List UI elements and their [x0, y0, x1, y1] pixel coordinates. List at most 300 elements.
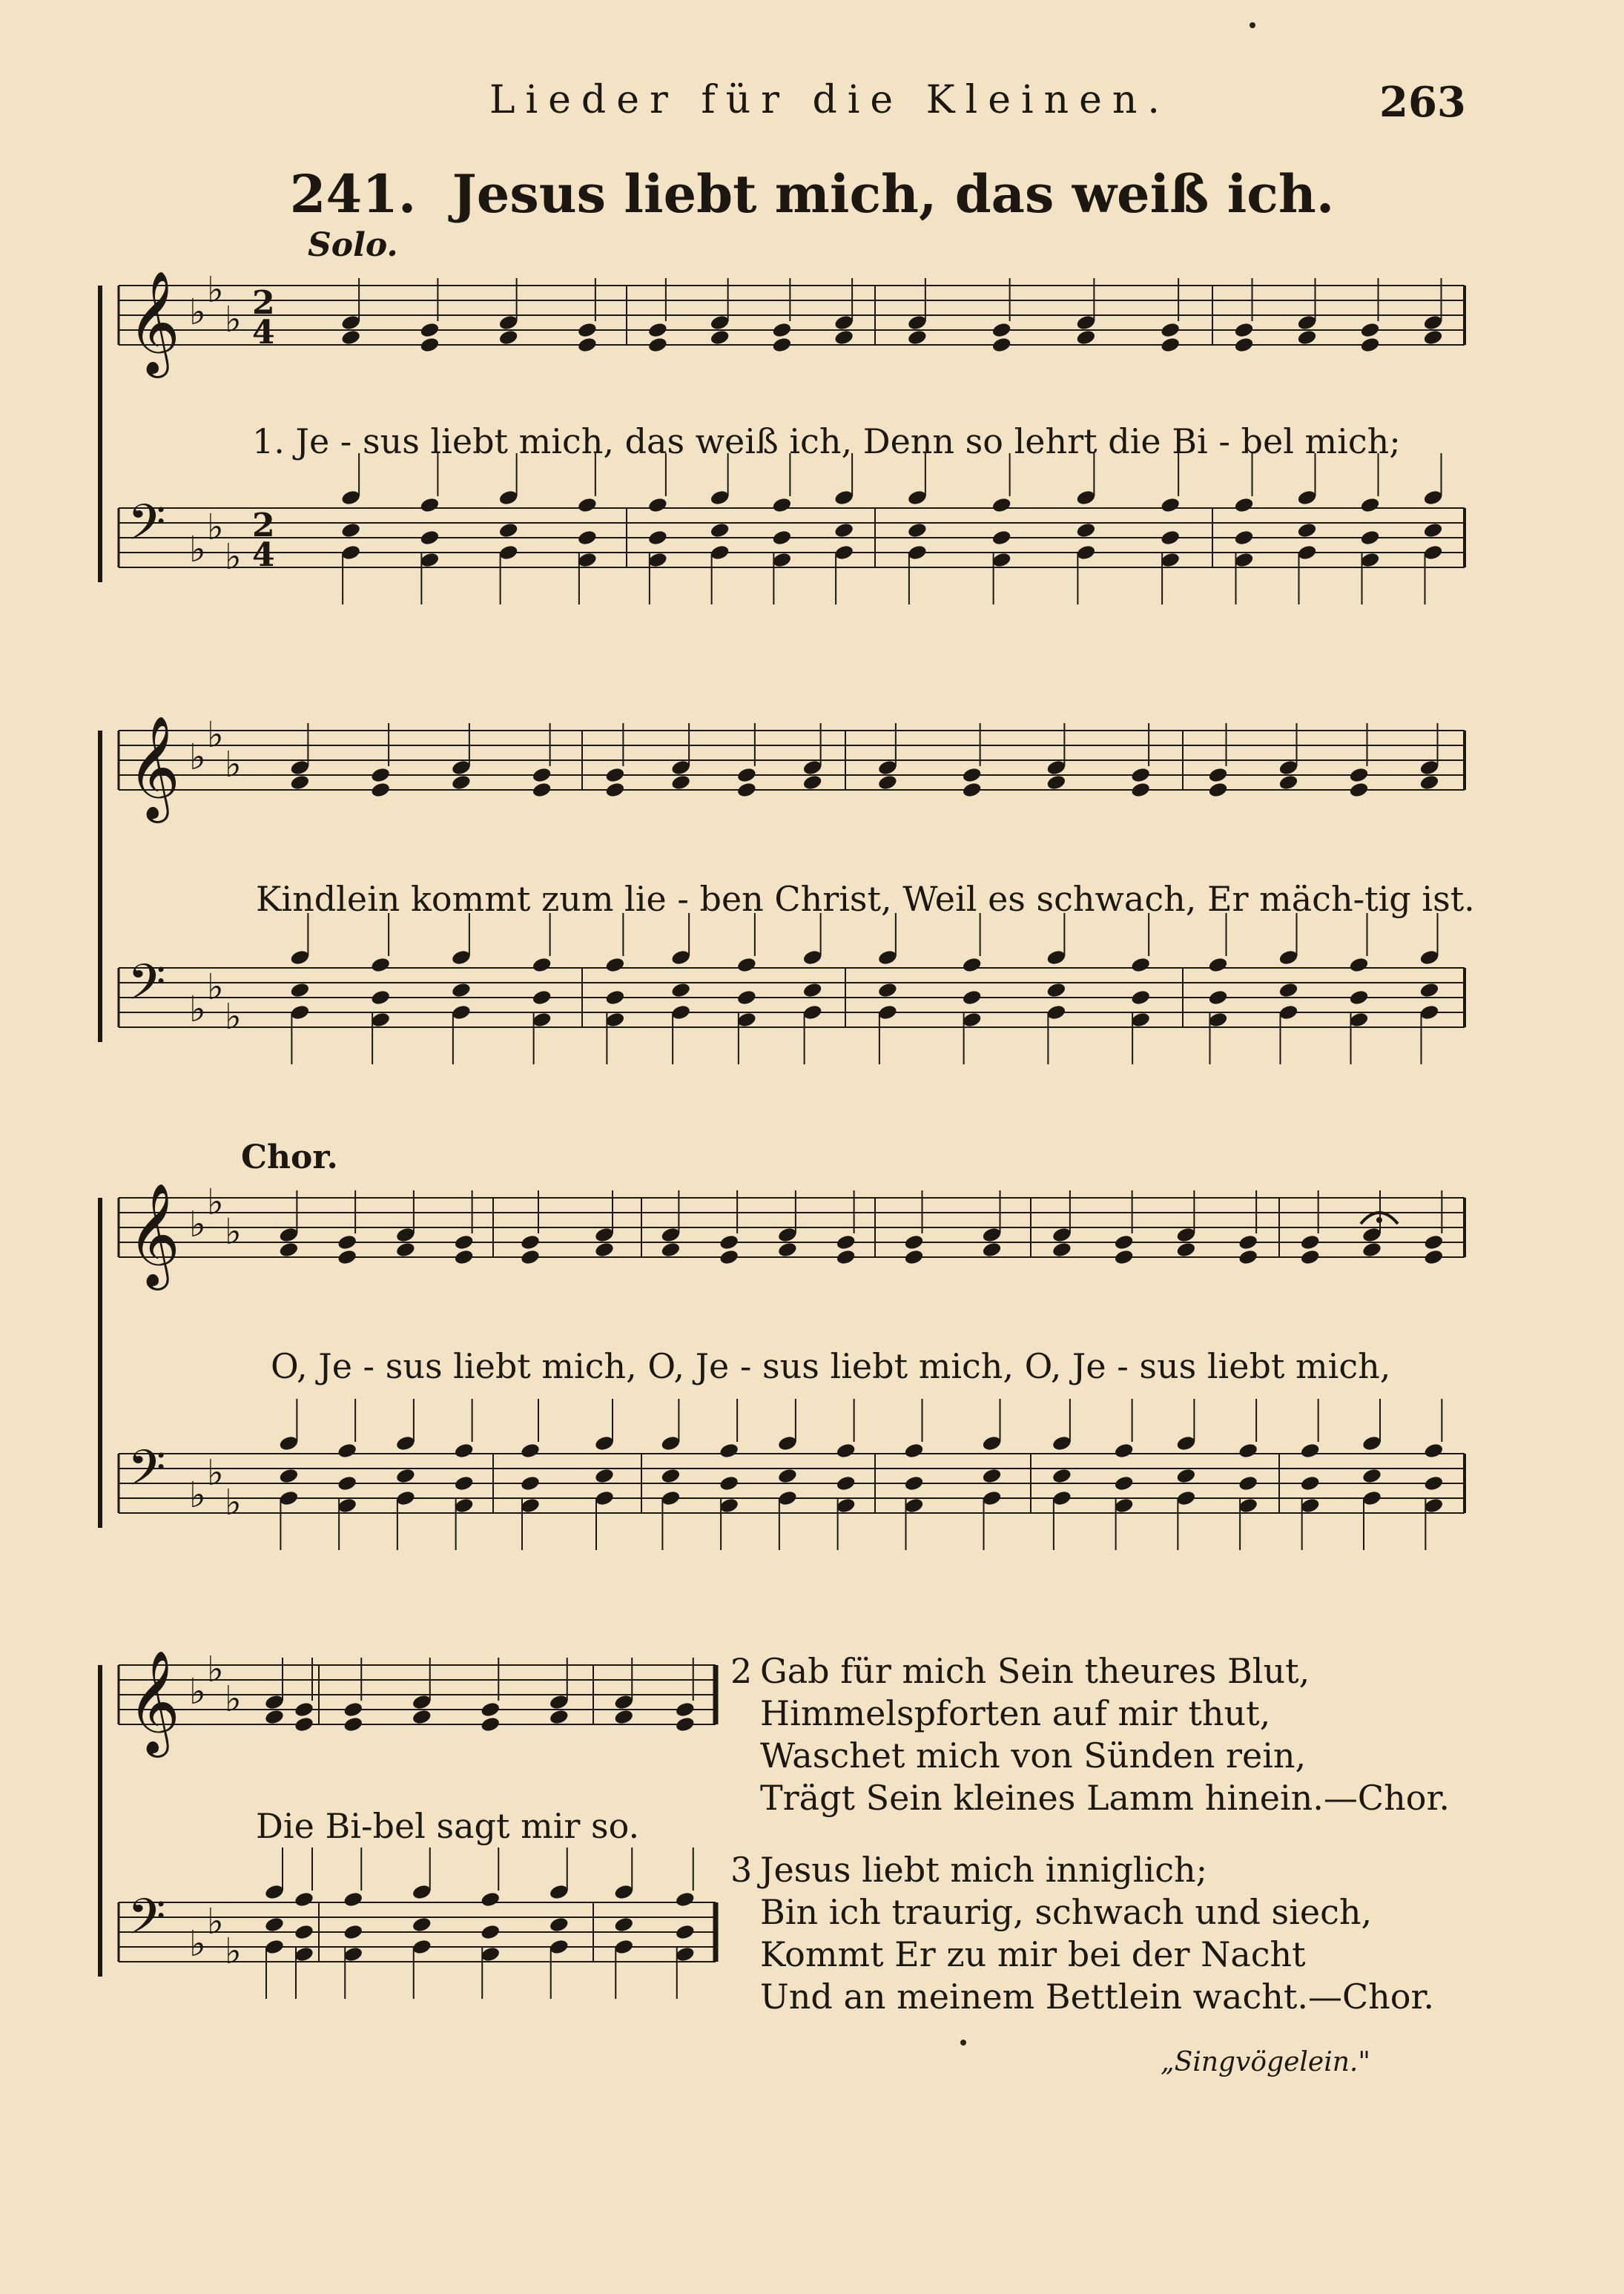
notehead [834, 314, 854, 331]
notehead [670, 774, 691, 791]
notehead [1114, 1248, 1135, 1265]
notehead [1361, 1467, 1382, 1484]
notehead [907, 329, 928, 346]
notehead [454, 1474, 475, 1492]
notehead [549, 1916, 570, 1933]
flat-icon: ♭ [189, 736, 206, 778]
bass-clef-icon: 𝄢 [128, 1888, 166, 1957]
notehead [549, 1693, 570, 1710]
notehead [660, 1489, 681, 1506]
flat-icon: ♭ [225, 1211, 242, 1253]
flat-icon: ♭ [225, 1931, 242, 1972]
notehead [834, 489, 854, 506]
time-signature-bottom: 4 [252, 314, 275, 352]
notehead [395, 1467, 416, 1484]
notehead [1207, 781, 1228, 798]
notehead [962, 766, 983, 783]
notehead [771, 336, 792, 353]
notehead [343, 1945, 363, 1962]
flat-icon: ♭ [189, 291, 206, 333]
notehead [1052, 1434, 1072, 1451]
notehead [771, 551, 792, 568]
verse-2 [730, 1650, 1450, 1819]
notehead [419, 321, 440, 338]
notehead [647, 551, 668, 568]
notehead [1359, 551, 1380, 568]
notehead [736, 781, 757, 798]
notehead [613, 1708, 634, 1725]
notehead [675, 1891, 696, 1908]
notehead [613, 1938, 634, 1955]
flat-icon: ♭ [189, 989, 206, 1030]
notehead [289, 1003, 310, 1021]
notehead [991, 321, 1012, 338]
notehead [294, 1945, 314, 1962]
notehead [1422, 544, 1443, 561]
notehead [1419, 1003, 1439, 1021]
notehead [520, 1497, 541, 1514]
notehead [647, 496, 668, 513]
notehead [340, 489, 361, 506]
notehead [1160, 336, 1181, 353]
notehead [1361, 1241, 1382, 1258]
notehead [1419, 759, 1439, 776]
notehead [594, 1489, 615, 1506]
notehead [1160, 321, 1181, 338]
notehead [903, 1248, 924, 1265]
notehead [670, 949, 691, 966]
notehead [532, 1011, 552, 1028]
notehead [1348, 781, 1369, 798]
notehead [1175, 1226, 1196, 1243]
notehead [710, 544, 730, 561]
flat-icon: ♭ [225, 744, 242, 785]
notehead [1130, 989, 1151, 1006]
notehead [451, 981, 472, 998]
notehead [1361, 1226, 1382, 1243]
flat-icon: ♭ [207, 1181, 224, 1223]
notehead [604, 781, 625, 798]
notehead [604, 1011, 625, 1028]
notehead [1233, 336, 1254, 353]
notehead [771, 496, 792, 513]
notehead [1278, 774, 1298, 791]
notehead [1175, 1434, 1196, 1451]
notehead [736, 989, 757, 1006]
notehead [1075, 544, 1096, 561]
notehead [498, 314, 519, 331]
notehead [1300, 1474, 1321, 1492]
notehead [991, 336, 1012, 353]
flat-icon: ♭ [207, 966, 224, 1008]
notehead [577, 496, 598, 513]
notehead [1175, 1467, 1196, 1484]
flat-icon: ♭ [189, 529, 206, 570]
time-signature-top: 2 [252, 507, 275, 544]
notehead [877, 1003, 898, 1021]
notehead [549, 1938, 570, 1955]
notehead [777, 1434, 798, 1451]
notehead [1423, 1233, 1444, 1250]
verse-line: Kommt Er zu mir bei der Nacht [760, 1934, 1306, 1974]
notehead [520, 1248, 541, 1265]
notehead [1423, 1248, 1444, 1265]
notehead [903, 1233, 924, 1250]
notehead [294, 1715, 314, 1733]
notehead [343, 1715, 363, 1733]
notehead [264, 1708, 285, 1725]
notehead [520, 1233, 541, 1250]
notehead [549, 1708, 570, 1725]
notehead [1296, 314, 1317, 331]
bass-clef-icon: 𝄢 [128, 954, 166, 1023]
notehead [710, 489, 730, 506]
notehead [577, 321, 598, 338]
notehead [1207, 956, 1228, 973]
notehead [1175, 1489, 1196, 1506]
notehead [991, 496, 1012, 513]
notehead [337, 1233, 357, 1250]
notehead [604, 956, 625, 973]
notehead [1233, 551, 1254, 568]
notehead [1130, 781, 1151, 798]
notehead [777, 1489, 798, 1506]
notehead [1359, 336, 1380, 353]
notehead [337, 1474, 357, 1492]
notehead [1075, 314, 1096, 331]
notehead [670, 759, 691, 776]
notehead [577, 529, 598, 546]
notehead [532, 989, 552, 1006]
notehead [604, 766, 625, 783]
notehead [1278, 981, 1298, 998]
notehead [1238, 1248, 1258, 1265]
notehead [1046, 774, 1066, 791]
notehead [289, 774, 310, 791]
notehead [419, 336, 440, 353]
lyric-system-4: Die Bi-bel sagt mir so. [256, 1806, 640, 1846]
notehead [343, 1701, 363, 1718]
notehead [1052, 1467, 1072, 1484]
notehead [1422, 329, 1443, 346]
notehead [419, 529, 440, 546]
notehead [594, 1434, 615, 1451]
notehead [675, 1923, 696, 1940]
notehead [1419, 981, 1439, 998]
notehead [1359, 529, 1380, 546]
notehead [981, 1467, 1002, 1484]
notehead [419, 496, 440, 513]
notehead [1114, 1233, 1135, 1250]
notehead [1207, 989, 1228, 1006]
notehead [340, 329, 361, 346]
verse-line: Jesus liebt mich inniglich; [760, 1850, 1208, 1890]
notehead [877, 981, 898, 998]
notehead [1238, 1497, 1258, 1514]
notehead [1238, 1442, 1258, 1459]
notehead [1046, 949, 1066, 966]
notehead [412, 1693, 432, 1710]
notehead [1052, 1241, 1072, 1258]
notehead [670, 1003, 691, 1021]
fermata-dot [1376, 1217, 1382, 1223]
flat-icon: ♭ [189, 1923, 206, 1965]
notehead [289, 949, 310, 966]
notehead [647, 529, 668, 546]
notehead [412, 1883, 432, 1900]
notehead [660, 1241, 681, 1258]
notehead [1160, 496, 1181, 513]
notehead [1238, 1233, 1258, 1250]
notehead [1422, 489, 1443, 506]
notehead [594, 1467, 615, 1484]
notehead [675, 1945, 696, 1962]
notehead [454, 1497, 475, 1514]
flat-icon: ♭ [225, 536, 242, 578]
page-number: 263 [1379, 78, 1466, 127]
notehead [1361, 1434, 1382, 1451]
flat-icon: ♭ [189, 1204, 206, 1245]
notehead [498, 489, 519, 506]
verse-3 [730, 1849, 1450, 2018]
notehead [395, 1226, 416, 1243]
notehead [1361, 1489, 1382, 1506]
treble-clef-icon: 𝄞 [128, 1183, 180, 1286]
notehead [1422, 521, 1443, 538]
bass-clef-icon: 𝄢 [128, 494, 166, 563]
notehead [660, 1467, 681, 1484]
notehead [337, 1497, 357, 1514]
notehead [1300, 1233, 1321, 1250]
notehead [480, 1923, 501, 1940]
print-speck [960, 2040, 966, 2046]
notehead [719, 1497, 739, 1514]
flat-icon: ♭ [207, 1452, 224, 1494]
notehead [1233, 496, 1254, 513]
notehead [903, 1474, 924, 1492]
notehead [613, 1693, 634, 1710]
notehead [1278, 1003, 1298, 1021]
notehead [1296, 521, 1317, 538]
flat-icon: ♭ [225, 996, 242, 1038]
notehead [1296, 544, 1317, 561]
notehead [991, 529, 1012, 546]
notehead [480, 1945, 501, 1962]
notehead [903, 1497, 924, 1514]
notehead [670, 981, 691, 998]
notehead [962, 1011, 983, 1028]
notehead [549, 1883, 570, 1900]
notehead [771, 321, 792, 338]
notehead [370, 956, 391, 973]
notehead [1419, 774, 1439, 791]
notehead [498, 521, 519, 538]
notehead [802, 981, 823, 998]
notehead [278, 1226, 299, 1243]
notehead [836, 1474, 856, 1492]
notehead [834, 521, 854, 538]
flat-icon: ♭ [225, 1482, 242, 1523]
notehead [660, 1434, 681, 1451]
song-number: 241. [289, 163, 417, 225]
notehead [647, 321, 668, 338]
source-attribution: „Singvögelein." [1161, 2047, 1370, 2077]
notehead [1130, 766, 1151, 783]
notehead [337, 1442, 357, 1459]
notehead [710, 521, 730, 538]
flat-icon: ♭ [207, 714, 224, 756]
notehead [1207, 1011, 1228, 1028]
notehead [1207, 766, 1228, 783]
notehead [981, 1226, 1002, 1243]
notehead [981, 1241, 1002, 1258]
treble-clef-icon: 𝄞 [128, 716, 180, 819]
notehead [1422, 314, 1443, 331]
flat-icon: ♭ [225, 299, 242, 340]
notehead [264, 1916, 285, 1933]
notehead [647, 336, 668, 353]
notehead [802, 949, 823, 966]
notehead [1348, 1011, 1369, 1028]
notehead [1423, 1442, 1444, 1459]
notehead [451, 774, 472, 791]
notehead [419, 551, 440, 568]
notehead [370, 766, 391, 783]
notehead [343, 1891, 363, 1908]
notehead [802, 774, 823, 791]
verse-number: 3 [730, 1850, 753, 1890]
notehead [736, 766, 757, 783]
notehead [1175, 1241, 1196, 1258]
additional-verses [730, 1650, 1450, 2048]
notehead [294, 1923, 314, 1940]
notehead [710, 329, 730, 346]
notehead [777, 1226, 798, 1243]
notehead [412, 1916, 432, 1933]
notehead [834, 544, 854, 561]
notehead [660, 1226, 681, 1243]
notehead [1278, 949, 1298, 966]
verse-line: Himmelspforten auf mir thut, [760, 1693, 1271, 1733]
notehead [1233, 321, 1254, 338]
notehead [877, 774, 898, 791]
notehead [719, 1442, 739, 1459]
notehead [771, 529, 792, 546]
notehead [1423, 1497, 1444, 1514]
lyric-system-1: 1. Je - sus liebt mich, das weiß ich, Denn so lehrt die Bi - bel mich; [252, 421, 1401, 461]
notehead [1160, 551, 1181, 568]
chor-label: Chor. [241, 1138, 338, 1176]
flat-icon: ♭ [207, 1649, 224, 1690]
notehead [1359, 321, 1380, 338]
notehead [498, 544, 519, 561]
notehead [777, 1467, 798, 1484]
notehead [981, 1434, 1002, 1451]
bass-clef-icon: 𝄢 [128, 1440, 166, 1509]
notehead [604, 989, 625, 1006]
notehead [675, 1715, 696, 1733]
notehead [370, 989, 391, 1006]
notehead [1130, 956, 1151, 973]
notehead [1233, 529, 1254, 546]
notehead [1114, 1474, 1135, 1492]
flat-icon: ♭ [189, 1671, 206, 1713]
running-title: Lieder für die Kleinen. [489, 78, 1170, 122]
notehead [454, 1442, 475, 1459]
notehead [454, 1248, 475, 1265]
lyric-system-3: O, Je - sus liebt mich, O, Je - sus liebt mich, O, Je - sus liebt mich, [271, 1346, 1391, 1386]
notehead [337, 1248, 357, 1265]
notehead [264, 1693, 285, 1710]
flat-icon: ♭ [207, 1901, 224, 1942]
notehead [480, 1891, 501, 1908]
notehead [480, 1715, 501, 1733]
notehead [343, 1923, 363, 1940]
solo-label: Solo. [308, 226, 398, 264]
notehead [1359, 496, 1380, 513]
notehead [962, 781, 983, 798]
notehead [877, 759, 898, 776]
notehead [1046, 759, 1066, 776]
time-signature-top: 2 [252, 284, 275, 322]
song-title: Jesus liebt mich, das weiß ich. [452, 163, 1335, 225]
notehead [1160, 529, 1181, 546]
notehead [340, 314, 361, 331]
notehead [1075, 521, 1096, 538]
notehead [710, 314, 730, 331]
notehead [1296, 489, 1317, 506]
notehead [498, 329, 519, 346]
notehead [577, 336, 598, 353]
notehead [594, 1226, 615, 1243]
notehead [395, 1489, 416, 1506]
flat-icon: ♭ [207, 507, 224, 548]
notehead [520, 1442, 541, 1459]
flat-icon: ♭ [225, 1678, 242, 1720]
notehead [907, 489, 928, 506]
notehead [294, 1891, 314, 1908]
notehead [802, 759, 823, 776]
lyric-system-2: Kindlein kommt zum lie - ben Christ, Weil es schwach, Er mäch-tig ist. [256, 879, 1475, 919]
notehead [370, 1011, 391, 1028]
verse-number: 2 [730, 1651, 753, 1691]
time-signature-bottom: 4 [252, 536, 275, 574]
notehead [836, 1497, 856, 1514]
notehead [1300, 1248, 1321, 1265]
verse-line: Gab für mich Sein theures Blut, [760, 1651, 1310, 1691]
notehead [1348, 956, 1369, 973]
notehead [1114, 1442, 1135, 1459]
notehead [1075, 489, 1096, 506]
notehead [1300, 1497, 1321, 1514]
notehead [777, 1241, 798, 1258]
notehead [836, 1233, 856, 1250]
notehead [1075, 329, 1096, 346]
notehead [395, 1434, 416, 1451]
treble-clef-icon: 𝄞 [128, 271, 180, 374]
notehead [395, 1241, 416, 1258]
notehead [278, 1434, 299, 1451]
verse-line: Waschet mich von Sünden rein, [760, 1736, 1307, 1776]
notehead [1238, 1474, 1258, 1492]
notehead [1046, 1003, 1066, 1021]
notehead [907, 544, 928, 561]
notehead [962, 989, 983, 1006]
verse-line: Und an meinem Bettlein wacht.—Chor. [760, 1977, 1435, 2017]
notehead [1278, 759, 1298, 776]
notehead [451, 1003, 472, 1021]
notehead [451, 759, 472, 776]
